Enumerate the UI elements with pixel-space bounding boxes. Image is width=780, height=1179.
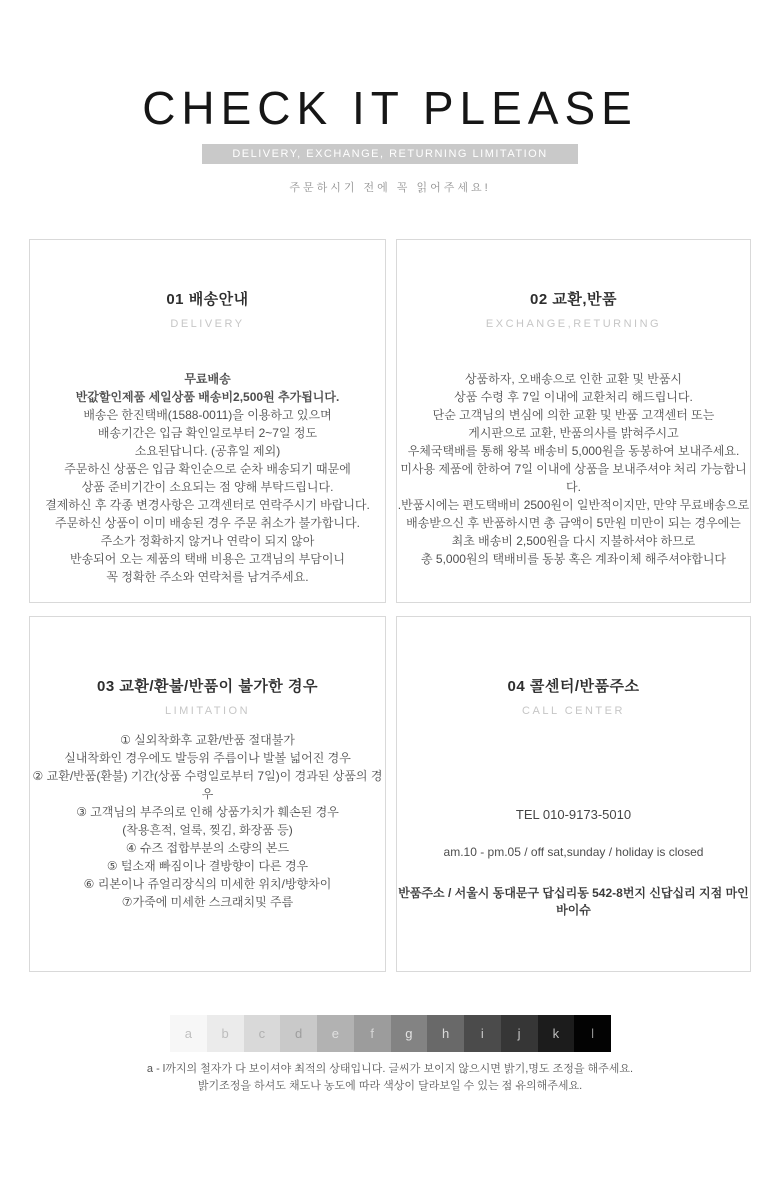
body-line: 최초 배송비 2,500원을 다시 지불하셔야 하므로 xyxy=(451,534,696,548)
body-line: ⑥ 리본이나 쥬얼리장식의 미세한 위치/방향차이 xyxy=(83,877,332,891)
body-line: 게시판으로 교환, 반품의사를 밝혀주시고 xyxy=(468,426,679,440)
call-center-box-title: 04 콜센터/반품주소 xyxy=(507,678,640,695)
body-line: 주문하신 상품이 이미 배송된 경우 주문 취소가 불가합니다. xyxy=(55,516,360,530)
call-center-phone: TEL 010-9173-5010 xyxy=(515,807,632,822)
body-line: ① 실외착화후 교환/반품 절대불가 xyxy=(120,733,295,747)
grayscale-cell: g xyxy=(391,1015,428,1052)
calibration-footer-note xyxy=(0,1061,780,1095)
call-center-hours: am.10 - pm.05 / off sat,sunday / holiday is closed xyxy=(443,845,704,859)
body-line: 무료배송 xyxy=(184,372,231,386)
body-line: ⑦가죽에 미세한 스크래치및 주름 xyxy=(121,895,294,909)
body-line: ③ 고객님의 부주의로 인해 상품가치가 훼손된 경우 xyxy=(76,805,339,819)
delivery-box xyxy=(29,239,386,603)
body-line: ② 교환/반품(환불) 기간(상품 수령일로부터 7일)이 경과된 상품의 경우 xyxy=(32,769,383,801)
page-title: CHECK IT PLEASE xyxy=(142,82,638,134)
grayscale-calibration-bar xyxy=(170,1015,611,1052)
grayscale-cell: h xyxy=(427,1015,464,1052)
body-line: 총 5,000원의 택배비를 동봉 혹은 계좌이체 해주셔야합니다 xyxy=(420,552,727,566)
body-line: ⑤ 털소재 빠짐이나 결방향이 다른 경우 xyxy=(106,859,309,873)
body-line: 상품하자, 오배송으로 인한 교환 및 반품시 xyxy=(464,372,683,386)
delivery-box-subtitle: DELIVERY xyxy=(170,318,245,330)
grayscale-cell: j xyxy=(501,1015,538,1052)
limitation-box-body xyxy=(30,731,385,911)
body-line: .반품시에는 편도택배비 2500원이 일반적이지만, 만약 무료배송으로 xyxy=(397,498,750,512)
grayscale-cell: l xyxy=(574,1015,611,1052)
grayscale-cell: b xyxy=(207,1015,244,1052)
grayscale-cell: f xyxy=(354,1015,391,1052)
exchange-return-box-title: 02 교환,반품 xyxy=(530,291,617,308)
body-line: 주문하신 상품은 입금 확인순으로 순차 배송되기 때문에 xyxy=(64,462,351,476)
grayscale-cell: d xyxy=(280,1015,317,1052)
body-line: 꼭 정확한 주소와 연락처를 남겨주세요. xyxy=(106,570,309,584)
grayscale-cell: k xyxy=(538,1015,575,1052)
call-center-box-subtitle: CALL CENTER xyxy=(522,705,625,717)
call-center-box xyxy=(396,616,751,972)
page-header xyxy=(0,0,780,195)
limitation-box xyxy=(29,616,386,972)
body-line: 실내착화인 경우에도 발등위 주름이나 발볼 넓어진 경우 xyxy=(64,751,351,765)
body-line: 우체국택배를 통해 왕복 배송비 5,000원을 동봉하여 보내주세요. xyxy=(407,444,740,458)
body-line: 배송기간은 입금 확인일로부터 2~7일 정도 xyxy=(97,426,318,440)
body-line: 미사용 제품에 한하여 7일 이내에 상품을 보내주셔야 처리 가능합니다. xyxy=(400,462,747,494)
grayscale-cell: a xyxy=(170,1015,207,1052)
body-line: 배송은 한진택배(1588-0011)을 이용하고 있으며 xyxy=(83,408,332,422)
body-line: 배송받으신 후 반품하시면 총 금액이 5만원 미만이 되는 경우에는 xyxy=(406,516,741,530)
exchange-return-box-body xyxy=(397,370,750,568)
body-line: 주소가 정확하지 않거나 연락이 되지 않아 xyxy=(100,534,315,548)
delivery-box-body xyxy=(30,370,385,586)
grayscale-cell: i xyxy=(464,1015,501,1052)
calibration-note-line2: 밝기조정을 하셔도 채도나 농도에 따라 색상이 달라보일 수 있는 점 유의해주세요. xyxy=(197,1080,583,1092)
body-line: 결제하신 후 각종 변경사항은 고객센터로 연락주시기 바랍니다. xyxy=(45,498,370,512)
calibration-note-line1: a - l까지의 철자가 다 보이셔야 최적의 상태입니다. 글씨가 보이지 않으시면 밝기,명도 조정을 해주세요. xyxy=(146,1063,634,1075)
exchange-return-box xyxy=(396,239,751,603)
limitation-box-title: 03 교환/환불/반품이 불가한 경우 xyxy=(97,678,318,695)
body-line: 상품 수령 후 7일 이내에 교환처리 해드립니다. xyxy=(454,390,693,404)
body-line: 반값할인제품 세일상품 배송비2,500원 추가됩니다. xyxy=(75,390,340,404)
body-line: 소요된답니다. (공휴일 제외) xyxy=(134,444,281,458)
body-line: (착용흔적, 얼룩, 찢김, 화장품 등) xyxy=(122,823,293,837)
grayscale-cell: e xyxy=(317,1015,354,1052)
body-line: 반송되어 오는 제품의 택배 비용은 고객님의 부담이니 xyxy=(69,552,346,566)
grayscale-cell: c xyxy=(244,1015,281,1052)
exchange-return-box-subtitle: EXCHANGE,RETURNING xyxy=(485,318,662,330)
limitation-box-subtitle: LIMITATION xyxy=(164,705,251,717)
delivery-box-title: 01 배송안내 xyxy=(166,291,249,308)
read-before-order-caption: 주문하시기 전에 꼭 읽어주세요! xyxy=(289,182,491,195)
policy-boxes-grid xyxy=(29,239,751,972)
body-line: 상품 준비기간이 소요되는 점 양해 부탁드립니다. xyxy=(81,480,334,494)
body-line: ④ 슈즈 접합부분의 소량의 본드 xyxy=(125,841,290,855)
body-line: 단순 고객님의 변심에 의한 교환 및 반품 고객센터 또는 xyxy=(432,408,715,422)
return-address: 반품주소 / 서울시 동대문구 답십리동 542-8번지 신답십리 지점 마인바이슈 xyxy=(398,886,749,917)
section-banner: DELIVERY, EXCHANGE, RETURNING LIMITATION xyxy=(202,144,577,164)
